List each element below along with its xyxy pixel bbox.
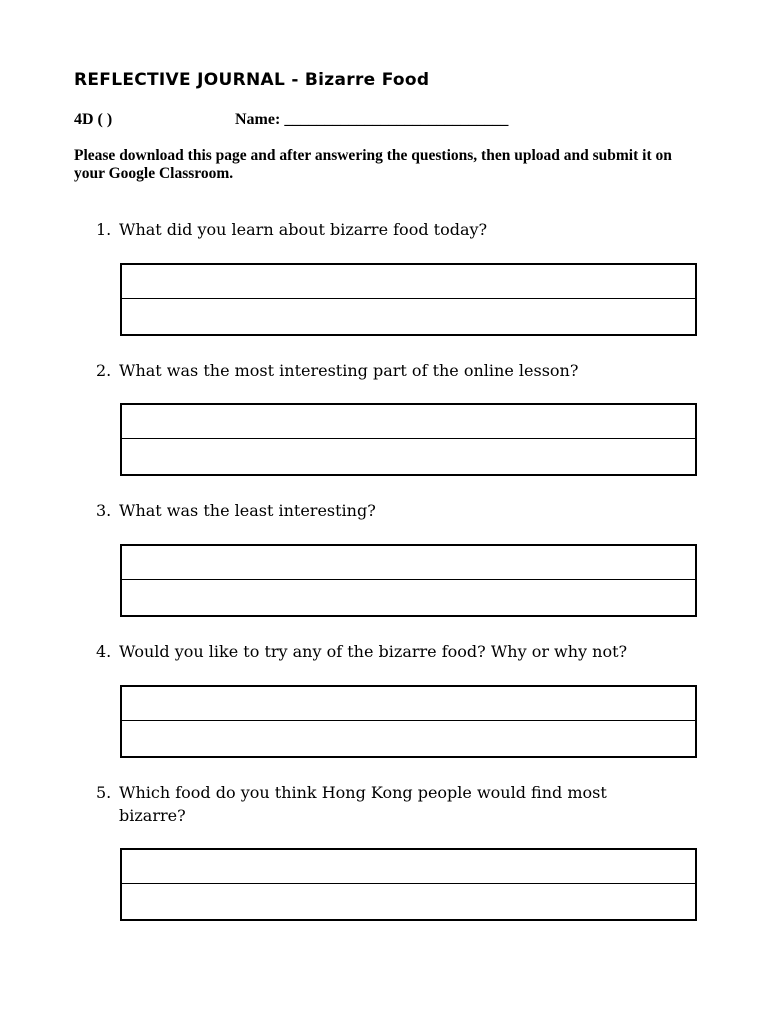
name-field[interactable]: Name: ____________________________: [235, 111, 509, 128]
answer-line[interactable]: [122, 265, 695, 299]
answer-line[interactable]: [122, 581, 695, 615]
question-number: 1.: [96, 220, 112, 239]
answer-line[interactable]: [122, 440, 695, 474]
question-number: 5.: [96, 783, 112, 802]
answer-line[interactable]: [122, 300, 695, 334]
question-5: [96, 781, 656, 827]
instructions-text: Please download this page and after answering the questions, then upload and submit it on your Google Classroom.: [74, 147, 672, 182]
question-text: Which food do you think Hong Kong people would find most bizarre?: [119, 783, 607, 825]
page-title: REFLECTIVE JOURNAL - Bizarre Food: [74, 70, 430, 90]
question-2: [96, 359, 656, 382]
answer-line[interactable]: [122, 405, 695, 439]
answer-line[interactable]: [122, 687, 695, 721]
answer-line[interactable]: [122, 885, 695, 919]
answer-line[interactable]: [122, 546, 695, 580]
answer-box-4[interactable]: [120, 685, 697, 758]
question-text: What was the least interesting?: [119, 501, 376, 520]
question-1: [96, 218, 656, 241]
answer-box-3[interactable]: [120, 544, 697, 617]
question-number: 3.: [96, 501, 112, 520]
class-label: 4D ( ): [74, 111, 113, 128]
answer-box-1[interactable]: [120, 263, 697, 336]
question-number: 2.: [96, 361, 112, 380]
question-number: 4.: [96, 642, 112, 661]
question-text: What was the most interesting part of the online lesson?: [119, 361, 579, 380]
answer-line[interactable]: [122, 850, 695, 884]
answer-box-2[interactable]: [120, 403, 697, 476]
question-4: [96, 640, 656, 663]
class-number-field: [74, 111, 509, 129]
answer-line[interactable]: [122, 722, 695, 756]
question-text: What did you learn about bizarre food today?: [119, 220, 488, 239]
question-text: Would you like to try any of the bizarre food? Why or why not?: [119, 642, 628, 661]
answer-box-5[interactable]: [120, 848, 697, 921]
question-3: [96, 499, 656, 522]
